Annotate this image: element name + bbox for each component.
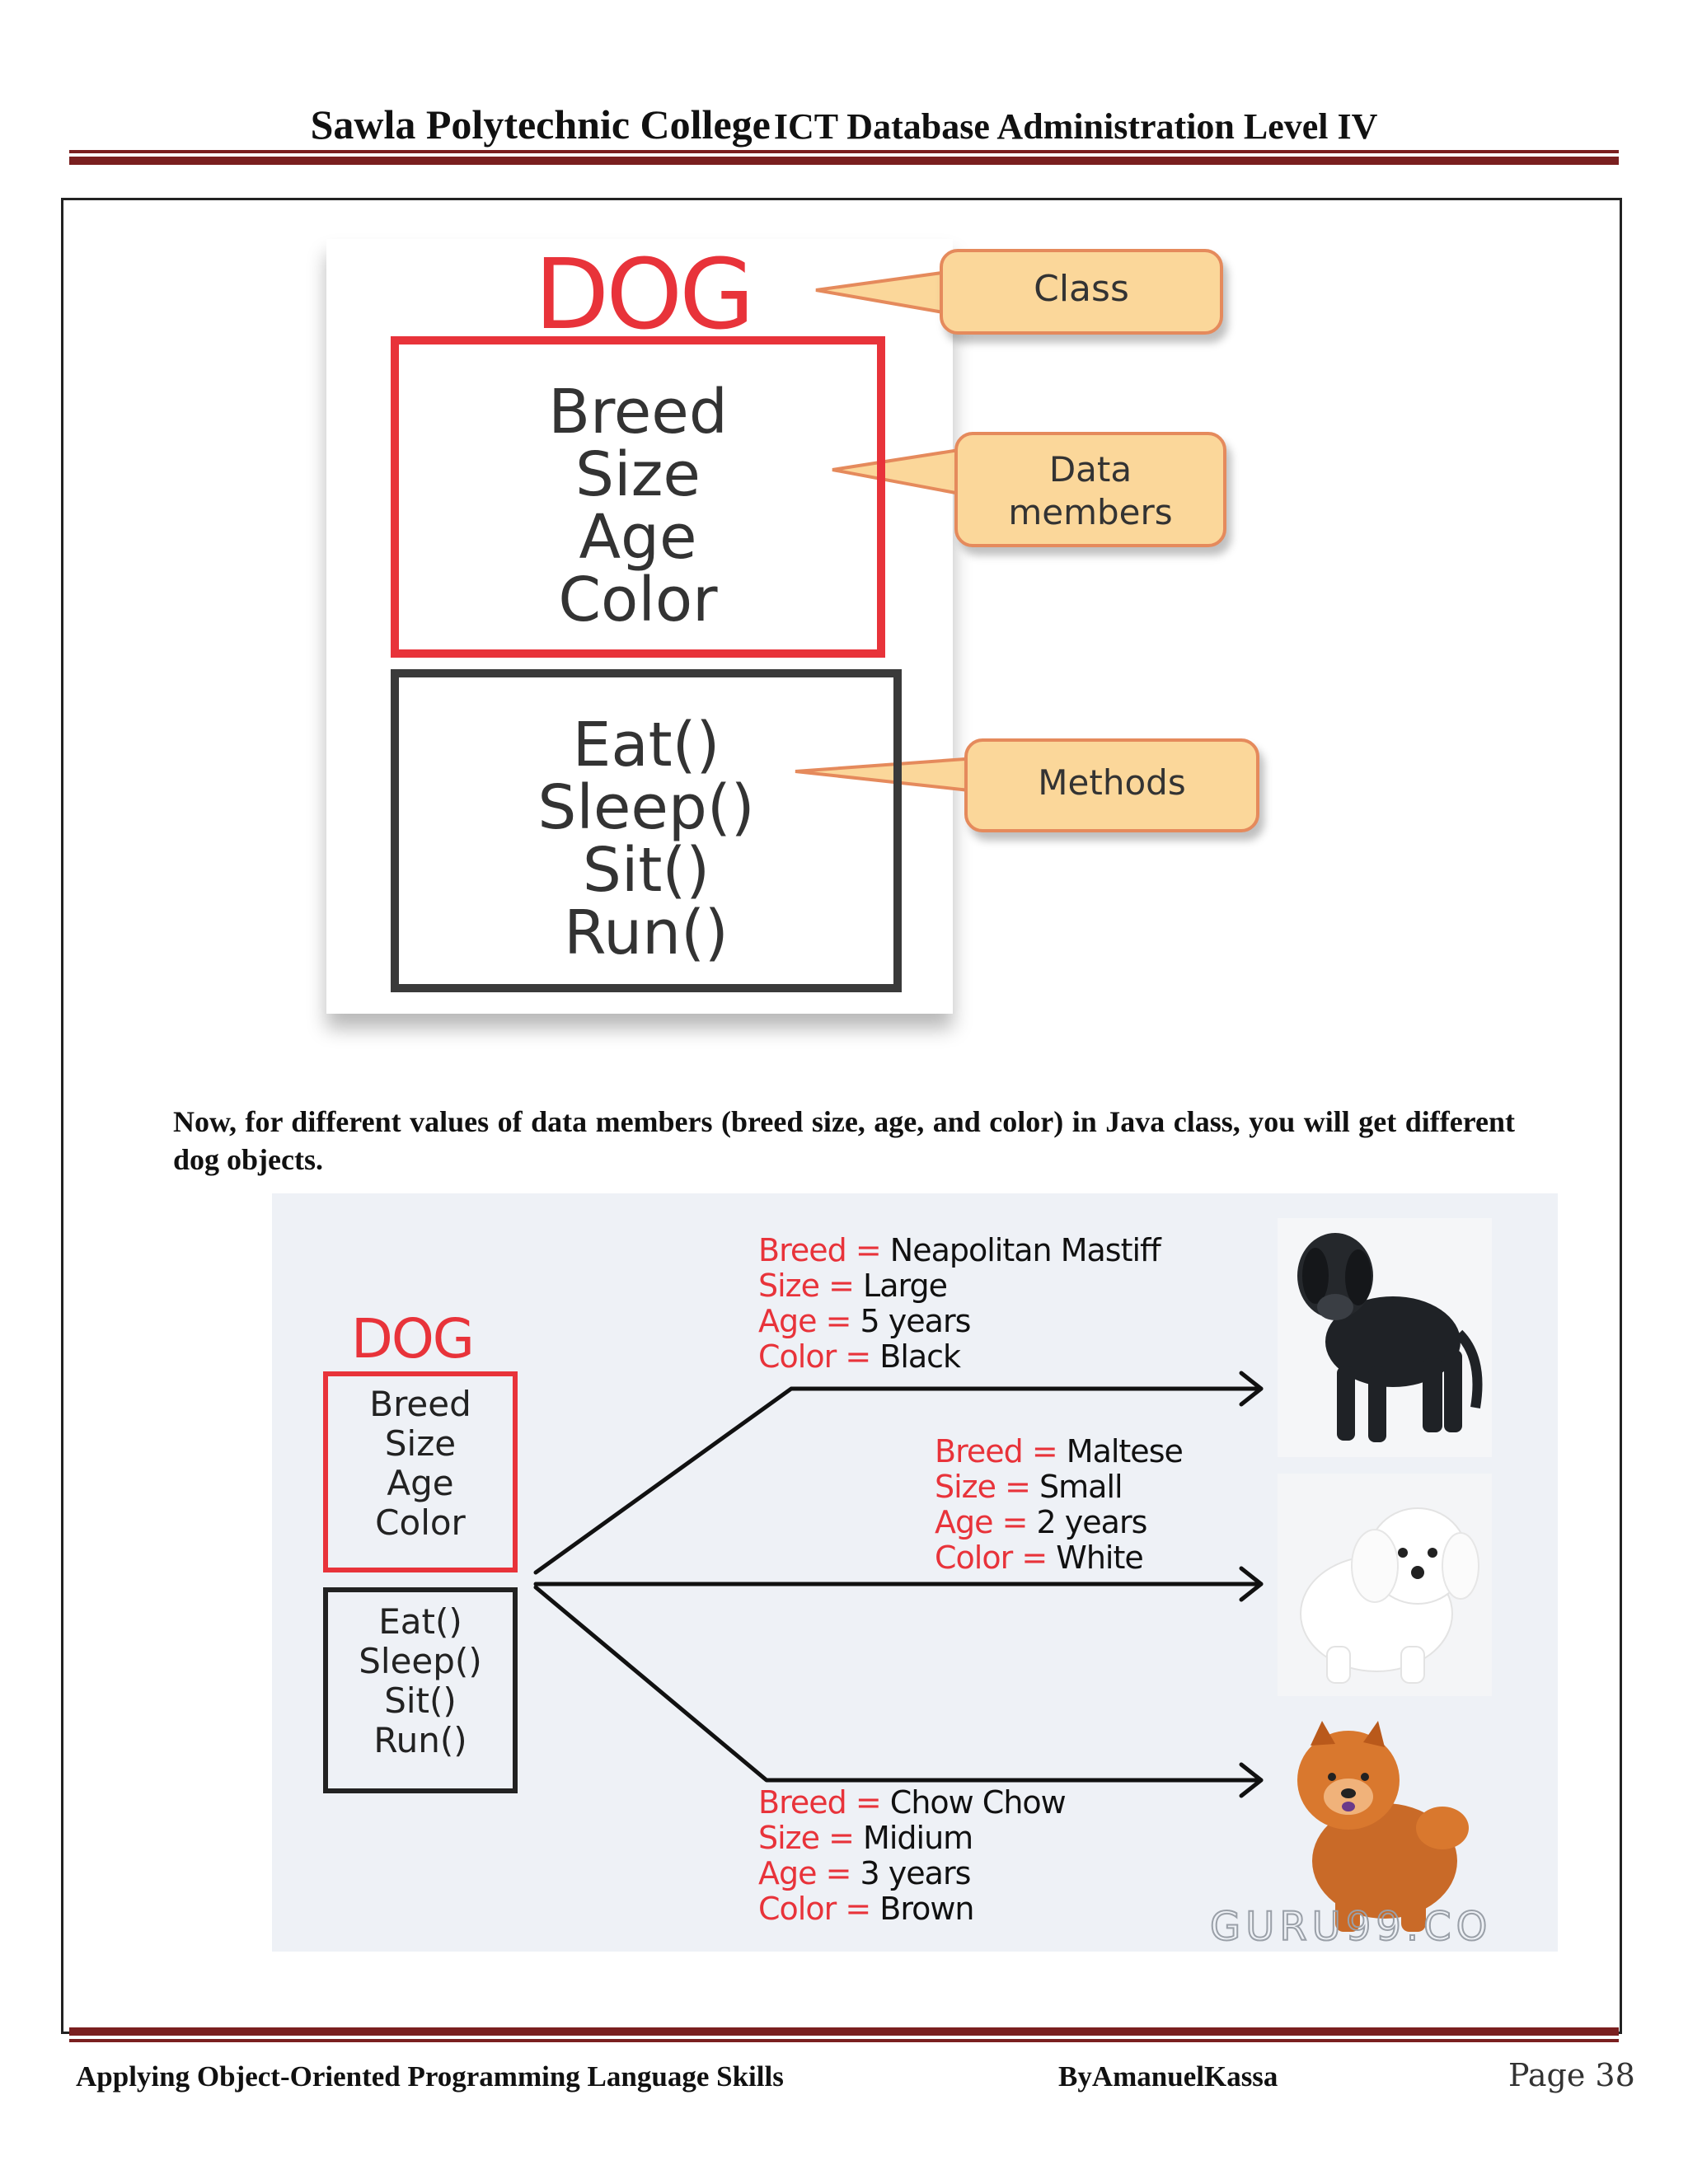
footer-rule-thin xyxy=(69,2039,1619,2042)
mastiff-color-key: Color xyxy=(758,1338,837,1375)
methods-list xyxy=(391,710,902,968)
maltese-color-key: Color xyxy=(935,1540,1013,1576)
mastiff-breed-row: Breed = Neapolitan Mastiff xyxy=(758,1232,1160,1268)
method-run: Run() xyxy=(564,898,729,968)
class-callout-label: Class xyxy=(1034,268,1129,310)
chow-size-value: Midium xyxy=(863,1820,973,1856)
chow-size-row: Size = Midium xyxy=(758,1820,973,1856)
fig2-method-run: Run() xyxy=(373,1720,467,1760)
method-eat: Eat() xyxy=(572,710,720,780)
black-mastiff-puppy-icon xyxy=(1278,1218,1492,1457)
maltese-breed-row: Breed = Maltese xyxy=(935,1433,1183,1469)
chow-color-row: Color = Brown xyxy=(758,1891,974,1927)
data-members-callout xyxy=(954,432,1226,547)
maltese-age-row: Age = 2 years xyxy=(935,1504,1147,1540)
data-members-list xyxy=(391,377,885,635)
fig2-data-member-age: Age xyxy=(387,1463,454,1503)
maltese-size-value: Small xyxy=(1039,1469,1123,1505)
object-maltese-attributes xyxy=(935,1434,1183,1576)
maltese-breed-value: Maltese xyxy=(1066,1433,1183,1469)
footer-course-title: Applying Object-Oriented Programming Language Skills xyxy=(76,2060,784,2093)
chow-age-row: Age = 3 years xyxy=(758,1855,971,1891)
footer-rule-thick xyxy=(69,2027,1619,2036)
mastiff-color-row: Color = Black xyxy=(758,1338,961,1375)
fig2-data-member-size: Size xyxy=(384,1423,457,1464)
maltese-breed-key: Breed xyxy=(935,1433,1023,1469)
methods-callout-label: Methods xyxy=(1038,762,1186,803)
chow-color-key: Color xyxy=(758,1891,837,1927)
maltese-size-row: Size = Small xyxy=(935,1469,1123,1505)
fig2-method-sit: Sit() xyxy=(384,1680,457,1721)
dog-objects-figure xyxy=(272,1193,1558,1952)
mastiff-age-key: Age xyxy=(758,1303,817,1339)
chow-age-value: 3 years xyxy=(860,1855,971,1891)
fig2-method-eat: Eat() xyxy=(378,1601,462,1642)
mastiff-size-value: Large xyxy=(863,1268,947,1304)
header-course: ICT Database Administration Level IV xyxy=(773,106,1378,147)
method-sleep: Sleep() xyxy=(537,772,755,843)
methods-callout xyxy=(964,738,1259,832)
object-chow-attributes xyxy=(758,1785,1066,1927)
data-member-breed: Breed xyxy=(548,377,728,448)
mastiff-age-row: Age = 5 years xyxy=(758,1303,971,1339)
header-college: Sawla Polytechnic College xyxy=(310,101,771,148)
maltese-color-row: Color = White xyxy=(935,1540,1143,1576)
class-name-dog: DOG xyxy=(534,237,752,351)
maltese-size-key: Size xyxy=(935,1469,996,1505)
data-member-size: Size xyxy=(575,439,701,510)
chow-age-key: Age xyxy=(758,1855,817,1891)
object-mastiff-attributes xyxy=(758,1233,1160,1375)
guru99-watermark: GURU99.CO xyxy=(1210,1904,1493,1950)
data-members-callout-line1: Data xyxy=(1048,449,1132,490)
class-callout xyxy=(940,249,1223,335)
maltese-age-value: 2 years xyxy=(1036,1504,1147,1540)
fig2-method-sleep: Sleep() xyxy=(359,1641,482,1681)
maltese-age-key: Age xyxy=(935,1504,993,1540)
footer-author: ByAmanuelKassa xyxy=(1058,2060,1278,2093)
fig2-class-name-dog: DOG xyxy=(351,1307,473,1371)
fig2-data-member-color: Color xyxy=(375,1502,466,1543)
white-maltese-puppy-icon xyxy=(1278,1474,1492,1696)
mastiff-color-value: Black xyxy=(879,1338,961,1375)
fig2-data-member-breed: Breed xyxy=(369,1384,471,1424)
data-members-callout-line2: members xyxy=(1008,492,1173,532)
mastiff-size-key: Size xyxy=(758,1268,820,1304)
chow-breed-value: Chow Chow xyxy=(889,1784,1066,1821)
maltese-color-value: White xyxy=(1056,1540,1143,1576)
chow-breed-row: Breed = Chow Chow xyxy=(758,1784,1066,1821)
page-number: Page 38 xyxy=(1508,2057,1635,2093)
chow-breed-key: Breed xyxy=(758,1784,846,1821)
chow-color-value: Brown xyxy=(879,1891,974,1927)
explanation-paragraph: Now, for different values of data members (breed size, age, and color) in Java class, you will get different dog objects. xyxy=(173,1105,1515,1176)
method-sit: Sit() xyxy=(582,835,710,906)
arrow-to-chow xyxy=(536,1587,1261,1780)
mastiff-breed-value: Neapolitan Mastiff xyxy=(889,1232,1160,1268)
data-member-color: Color xyxy=(558,565,718,635)
mastiff-breed-key: Breed xyxy=(758,1232,846,1268)
data-member-age: Age xyxy=(579,502,697,573)
class-callout-pointer xyxy=(816,272,948,313)
mastiff-size-row: Size = Large xyxy=(758,1268,947,1304)
chow-size-key: Size xyxy=(758,1820,820,1856)
mastiff-age-value: 5 years xyxy=(860,1303,971,1339)
